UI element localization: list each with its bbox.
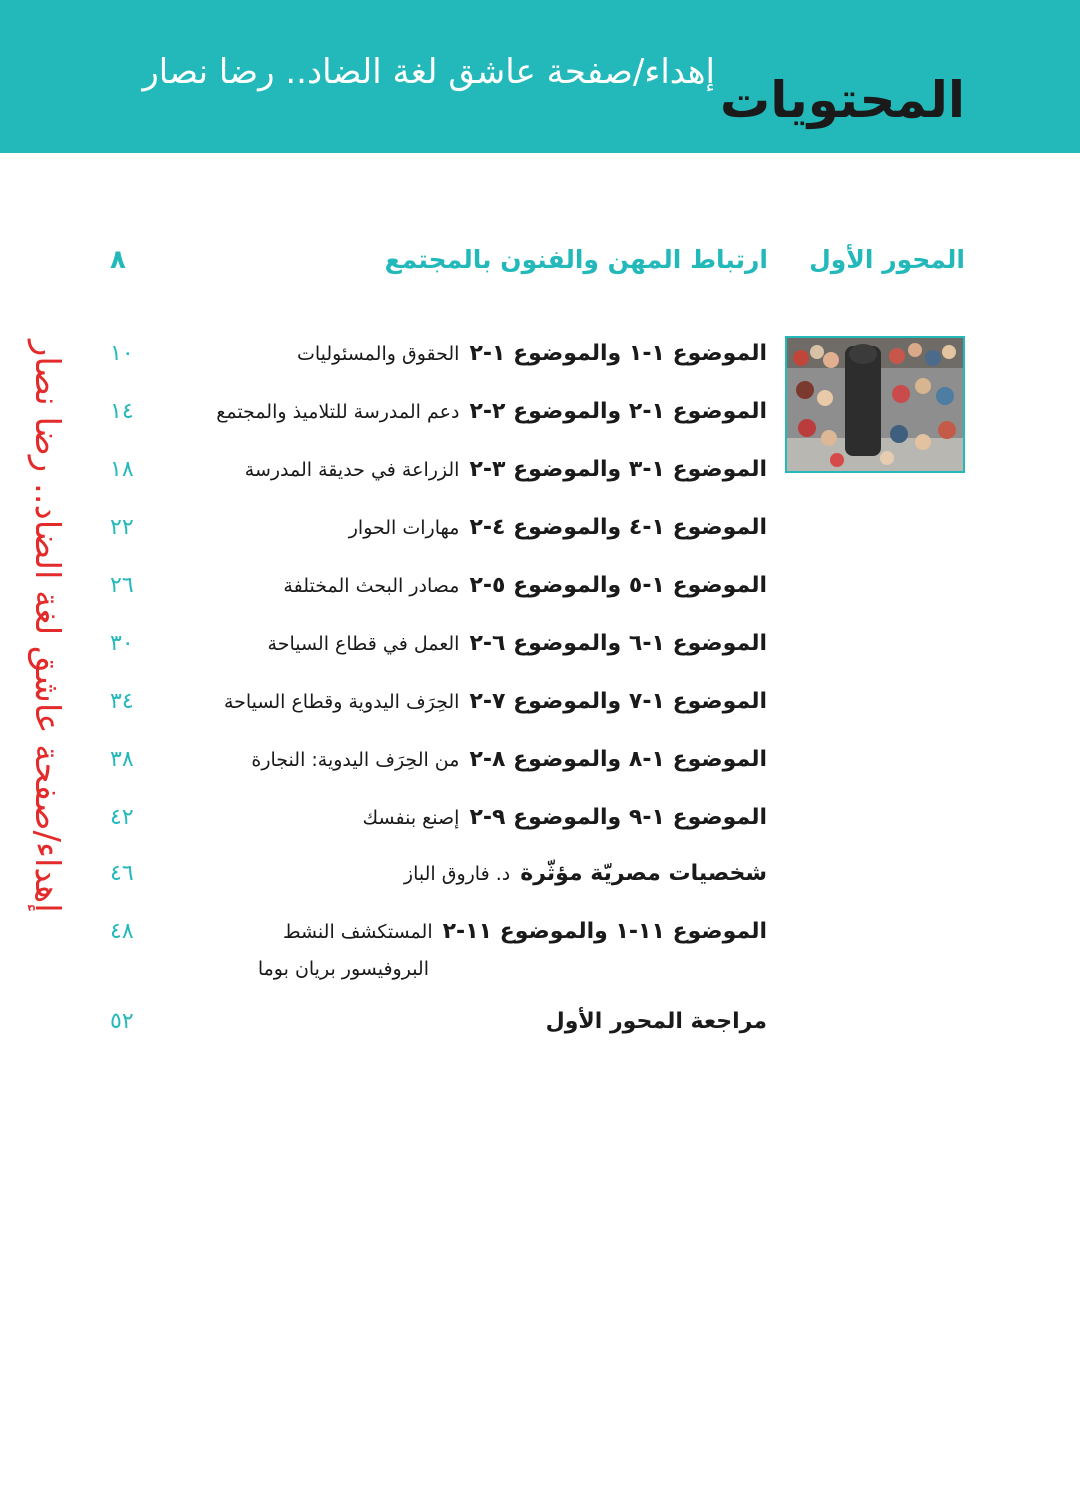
toc-topic-title: المستكشف النشط <box>282 921 433 943</box>
toc-page-number: ٤٨ <box>110 919 134 944</box>
toc-topic-label: الموضوع ١-٧ والموضوع ٧-٢ <box>469 689 767 714</box>
toc-page-number: ٤٦ <box>110 861 134 886</box>
toc-topic-label: الموضوع ١-٨ والموضوع ٨-٢ <box>469 747 767 772</box>
toc-page-number: ١٠ <box>110 341 134 366</box>
toc-page-number: ٣٠ <box>110 631 134 656</box>
side-dedication: إهداء/صفحة عاشق لغة الضاد.. رضا نصار <box>27 340 67 913</box>
toc-row <box>207 856 767 893</box>
unit-label: المحور الأول <box>809 245 965 274</box>
museum-crowd-image <box>787 338 963 471</box>
unit-page-number: ٨ <box>110 245 126 275</box>
toc-row <box>207 914 767 987</box>
toc-topic-label: الموضوع ١-٩ والموضوع ٩-٢ <box>469 805 767 830</box>
unit-photo <box>785 336 965 473</box>
toc-topic-label: الموضوع ١-١ والموضوع ١-٢ <box>469 341 767 366</box>
toc-page-number: ١٨ <box>110 457 134 482</box>
toc-row <box>207 394 767 431</box>
toc-row <box>207 510 767 547</box>
toc-row <box>207 626 767 663</box>
toc-row <box>207 800 767 837</box>
toc-topic-title: الحِرَف اليدوية وقطاع السياحة <box>223 691 460 713</box>
toc-topic-title-line2: البروفيسور بريان بوما <box>257 958 429 980</box>
toc-topic-label: الموضوع ١-٢ والموضوع ٢-٢ <box>469 399 767 424</box>
toc-page-number: ٥٢ <box>110 1009 134 1034</box>
toc-page-number: ١٤ <box>110 399 134 424</box>
toc-row <box>207 568 767 605</box>
toc-page-number: ٢٢ <box>110 515 134 540</box>
toc-page-number: ٢٦ <box>110 573 134 598</box>
toc-topic-label: الموضوع ١-٥ والموضوع ٥-٢ <box>469 573 767 598</box>
toc-topic-title: العمل في قطاع السياحة <box>267 633 460 655</box>
toc-row <box>207 742 767 779</box>
toc-topic-label: شخصيات مصريّة مؤثّرة <box>520 861 767 886</box>
toc-topic-title: د. فاروق الباز <box>403 863 511 885</box>
toc-topic-title: دعم المدرسة للتلاميذ والمجتمع <box>216 401 460 423</box>
toc-page-number: ٣٨ <box>110 747 134 772</box>
toc-topic-label: الموضوع ١١-١ والموضوع ١١-٢ <box>442 919 767 944</box>
toc-row <box>207 452 767 489</box>
toc-topic-label: الموضوع ١-٤ والموضوع ٤-٢ <box>469 515 767 540</box>
toc-topic-title: مصادر البحث المختلفة <box>283 575 460 597</box>
toc-row <box>207 1004 767 1041</box>
header-band <box>0 0 1080 153</box>
toc-topic-title: الزراعة في حديقة المدرسة <box>244 459 460 481</box>
toc-page-number: ٤٢ <box>110 805 134 830</box>
header-dedication: إهداء/صفحة عاشق لغة الضاد.. رضا نصار <box>142 52 715 92</box>
page-title: المحتويات <box>719 71 965 129</box>
toc-topic-label: الموضوع ١-٣ والموضوع ٣-٢ <box>469 457 767 482</box>
toc-topic-title: من الحِرَف اليدوية: النجارة <box>251 749 460 771</box>
unit-title: ارتباط المهن والفنون بالمجتمع <box>384 245 768 274</box>
toc-topic-title: الحقوق والمسئوليات <box>296 343 460 365</box>
toc-row <box>207 684 767 721</box>
toc-topic-title: مهارات الحوار <box>348 517 460 539</box>
toc-page-number: ٣٤ <box>110 689 134 714</box>
toc-topic-label: الموضوع ١-٦ والموضوع ٦-٢ <box>469 631 767 656</box>
toc-topic-label: مراجعة المحور الأول <box>545 1009 767 1034</box>
toc-topic-title: إصنع بنفسك <box>362 807 460 829</box>
toc-row <box>207 336 767 373</box>
